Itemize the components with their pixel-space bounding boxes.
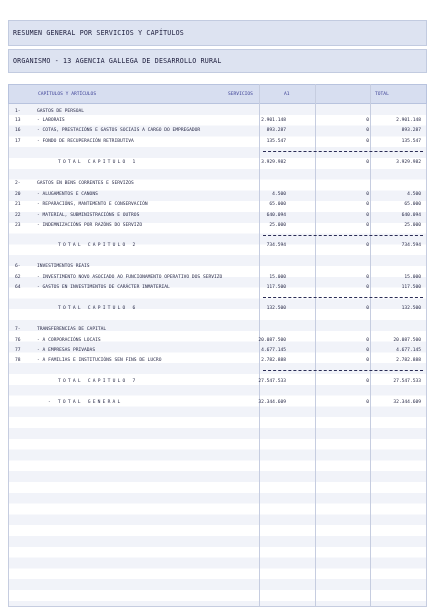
table-row [8,355,427,366]
row-a1-value: 65.000 [269,202,286,207]
row-description: GASTOS DE PERSOAL [37,109,85,114]
organism-name: ORGANISMO - 13 AGENCIA GALLEGA DE DESARROLLO RURAL [13,57,222,65]
row-code: 22 [15,213,21,218]
row-total-value: 117.500 [401,285,421,290]
row-code: 76 [15,338,21,343]
row-description: - INVESTIMENTO NOVO ASOCIADO AO FUNCIONAMENTO OPERATIVO DOS SERVIZO [37,275,223,280]
row-total-value: 4.677.145 [396,348,421,353]
row-a1-value: 4.500 [272,192,286,197]
row-description: - COTAS, PRESTACIÓNS E GASTOS SOCIAIS A CARGO DO EMPREGADOR [37,128,201,133]
row-total-value: 135.547 [401,139,421,144]
col-header-capitulos: CAPÍTULOS Y ARTÍCULOS [38,92,97,97]
row-total-value: 640.094 [401,213,421,218]
row-code: 2- [15,181,21,186]
row-total-value: 893.287 [401,128,421,133]
table-row [8,178,427,189]
row-servicio-value: 0 [366,285,369,290]
row-servicio-value: 0 [366,128,369,133]
row-a1-value: 893.287 [266,128,286,133]
row-code: 23 [15,223,21,228]
chapter-total-label: TOTAL CAPITULO 2 [58,243,138,248]
table-row [8,261,427,272]
row-servicio-value: 0 [366,400,369,405]
table-row [8,199,427,210]
chapter-total-row [8,303,427,314]
row-a1-value: 2.782.888 [261,358,286,363]
row-code: 20 [15,192,21,197]
row-total-value: 4.500 [407,192,421,197]
row-code: 16 [15,128,21,133]
row-code: 21 [15,202,21,207]
report-title: RESUMEN GENERAL POR SERVICIOS Y CAPÍTULOS [13,29,184,37]
chapter-total-label: TOTAL CAPITULO 7 [58,379,138,384]
row-servicio-value: 0 [366,358,369,363]
row-code: 17 [15,139,21,144]
row-total-value: 20.087.500 [393,338,421,343]
row-servicio-value: 0 [366,213,369,218]
row-servicio-value: 0 [366,160,369,165]
row-total-value: 132.500 [401,306,421,311]
row-a1-value: 32.344.609 [258,400,286,405]
table-row [8,324,427,335]
row-a1-value: 27.547.533 [258,379,286,384]
row-description: GASTOS EN BENS CORRENTES E SERVIZOS [37,181,134,186]
row-description: - GASTOS EN INVESTIMENTOS DE CARÁCTER INMATERIAL [37,285,170,290]
row-code: 13 [15,118,21,123]
row-description: INVESTIMENTOS REAIS [37,264,90,269]
row-a1-value: 3.929.982 [261,160,286,165]
chapter-total-row [8,240,427,251]
row-total-value: 2.782.888 [396,358,421,363]
row-code: 77 [15,348,21,353]
row-description: - REPARACIÓNS, MANTEMENTO E CONSERVACIÓN [37,202,148,207]
row-a1-value: 734.594 [266,243,286,248]
col-header-total: TOTAL [375,92,389,97]
row-a1-value: 2.901.148 [261,118,286,123]
row-total-value: 32.344.609 [393,400,421,405]
chapter-total-row [8,376,427,387]
chapter-total-label: TOTAL CAPITULO 6 [58,306,138,311]
row-code: 64 [15,285,21,290]
row-a1-value: 640.094 [266,213,286,218]
subtotal-divider [263,297,423,298]
row-a1-value: 132.500 [266,306,286,311]
subtotal-divider [263,370,423,371]
organism-bar [8,49,427,73]
row-code: 1- [15,109,21,114]
row-description: - FONDO DE RECUPERACIÓN RETRIBUTIVA [37,139,134,144]
row-a1-value: 117.500 [266,285,286,290]
table-row [8,282,427,293]
row-servicio-value: 0 [366,338,369,343]
row-total-value: 3.929.982 [396,160,421,165]
row-code: 6- [15,264,21,269]
grand-total-label: - TOTAL GENERAL [48,400,123,405]
chapter-total-row [8,157,427,168]
row-servicio-value: 0 [366,118,369,123]
subtotal-divider [263,235,423,236]
row-description: - MATERIAL, SUBMINISTRACIÓNS E OUTROS [37,213,140,218]
row-total-value: 2.901.148 [396,118,421,123]
row-description: TRANSFERENCIAS DE CAPITAL [37,327,107,332]
table-row [8,136,427,147]
row-servicio-value: 0 [366,243,369,248]
report-title-bar [8,20,427,46]
grand-total-row [8,397,427,408]
row-total-value: 15.000 [404,275,421,280]
chapter-total-label: TOTAL CAPITULO 1 [58,160,138,165]
row-description: - ALUGAMENTOS E CANONS [37,192,98,197]
row-description: - A EMPRESAS PRIVADAS [37,348,96,353]
row-code: 7- [15,327,21,332]
row-servicio-value: 0 [366,202,369,207]
row-a1-value: 25.000 [269,223,286,228]
table-row [8,220,427,231]
row-code: 78 [15,358,21,363]
row-a1-value: 4.677.145 [261,348,286,353]
row-servicio-value: 0 [366,223,369,228]
table-header [8,84,427,104]
col-header-a1: A1 [284,92,290,97]
row-servicio-value: 0 [366,192,369,197]
row-code: 62 [15,275,21,280]
row-description: - A CORPORACIÓNS LOCAIS [37,338,101,343]
row-total-value: 734.594 [401,243,421,248]
table-row [8,125,427,136]
row-total-value: 25.000 [404,223,421,228]
row-total-value: 27.547.533 [393,379,421,384]
row-a1-value: 135.547 [266,139,286,144]
row-description: - A FAMILIAS E INSTITUCIÓNS SEN FINS DE LUCRO [37,358,162,363]
row-description: - LABORAIS [37,118,65,123]
col-header-servicios: SERVICIOS [228,92,253,97]
row-servicio-value: 0 [366,348,369,353]
row-servicio-value: 0 [366,275,369,280]
row-a1-value: 20.087.500 [258,338,286,343]
row-total-value: 65.000 [404,202,421,207]
row-servicio-value: 0 [366,139,369,144]
subtotal-divider [263,151,423,152]
row-a1-value: 15.000 [269,275,286,280]
row-servicio-value: 0 [366,306,369,311]
row-servicio-value: 0 [366,379,369,384]
row-description: - INDEMNIZACIÓNS POR RAZÓNS DO SERVIZO [37,223,143,228]
